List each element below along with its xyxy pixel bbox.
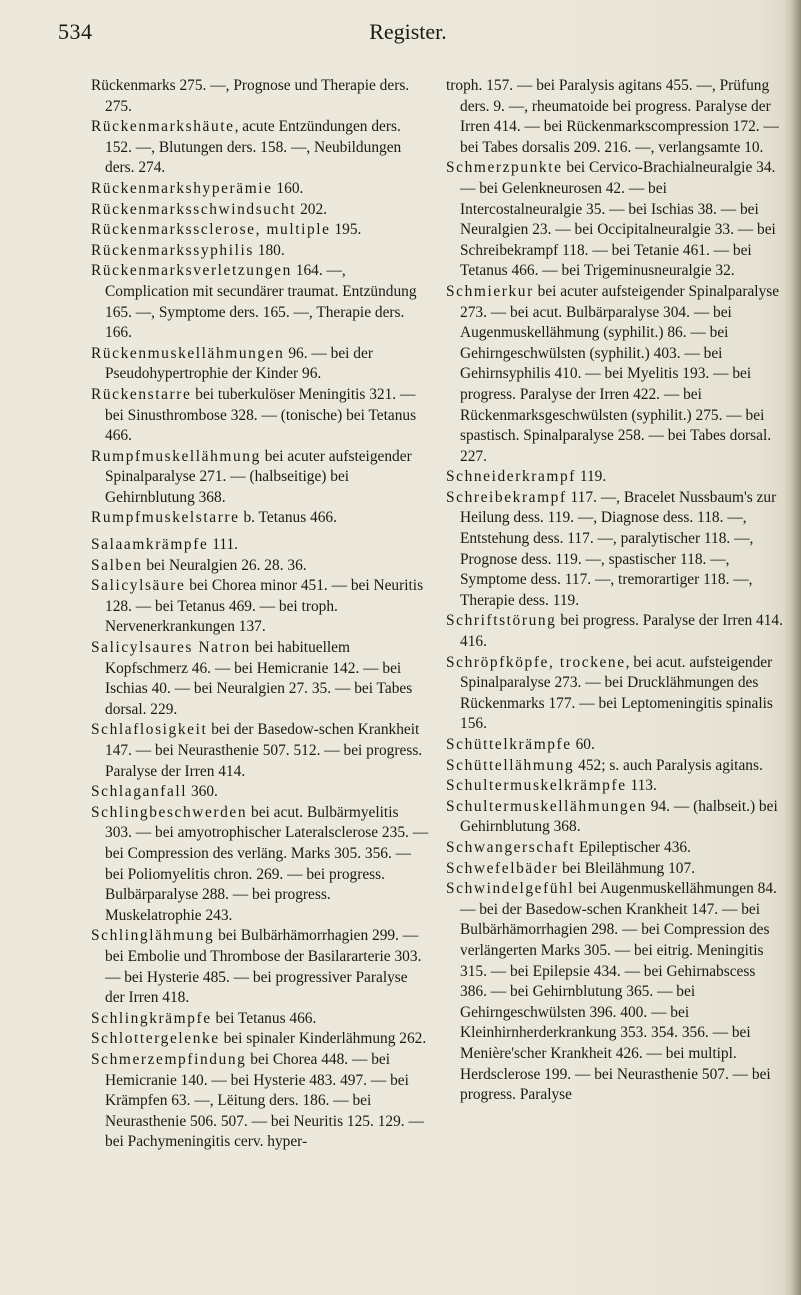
index-references: troph. 157. — bei Paralysis agitans 455. —, Prüfung ders. 9. —, rheumatoide bei progress. Paralyse der Irren 414. — bei Rückenmarkscompression 172. — bei Tabes dorsalis 209. 216. —, verlangsamte 10. [446,77,779,156]
index-references: bei Tetanus 466. [211,1009,317,1027]
index-keyword: Schwefelbäder [446,859,559,877]
index-entry [91,447,429,509]
index-references: 113. [626,777,657,795]
index-entry [91,344,429,385]
index-references: 94. — (halbseit.) bei Gehirnblutung 368. [460,797,778,836]
index-entry [91,508,429,529]
index-column-left [91,76,429,1153]
index-entry [91,926,429,1008]
index-keyword: Schlottergelenke [91,1030,220,1048]
index-entry [91,117,429,179]
index-references: 111. [208,536,239,554]
index-keyword: Rückenmarkssyphilis [91,241,254,259]
index-references: , acute Entzündungen ders. 152. —, Blutungen ders. 158. —, Neubildungen ders. 274. [105,118,402,177]
index-references: bei der Basedow-schen Krankheit 147. — bei Neurasthenie 507. 512. — bei progress. Paralyse der Irren 414. [105,721,423,780]
index-references: bei Cervico-Brachialneuralgie 34. — bei Gelenkneurosen 42. — bei Intercostalneuralgie 35. — bei Ischias 38. — bei Neuralgien 23. — bei Occipitalneuralgie 33. — bei Schreibekrampf 118. — bei Tetanie 461. — bei Tetanus 466. — bei Trigeminusneuralgie 32. [460,159,776,280]
index-keyword: Schlingkrämpfe [91,1009,212,1027]
index-keyword: Salaamkrämpfe [91,536,209,554]
page-header [58,18,758,46]
index-references: 117. —, Bracelet Nussbaum's zur Heilung dess. 119. —, Diagnose dess. 118. —, Entstehung dess. 117. —, paralytischer 118. —, Prognose dess. 119. —, spastischer 118. —, Symptome dess. 117. —, tremorartiger 118. —, Therapie dess. 119. [460,488,777,609]
index-entry [446,797,784,838]
index-keyword: Schultermuskelkrämpfe [446,777,627,795]
index-entry [91,385,429,447]
index-keyword: Schüttelkrämpfe [446,736,572,753]
index-keyword: Schröpfköpfe, trockene [446,653,626,671]
index-keyword: Schmerzpunkte [446,159,563,177]
index-references: 164. —, Complication mit secundärer traumat. Entzündung 165. —, Symptome ders. 165. —, Therapie ders. 166. [105,262,417,342]
index-references: b. Tetanus 466. [239,509,337,527]
index-references: bei Chorea 448. — bei Hemicranie 140. — bei Hysterie 483. 497. — bei Krämpfen 63. —, Lëitung ders. 186. — bei Neurasthenie 506. 507. — bei Neuritis 125. 129. — bei Pachymeningitis cerv. hyper- [105,1050,424,1151]
index-entry [446,488,784,612]
index-keyword: Rumpfmuskellähmung [91,447,261,465]
index-keyword: Rückenmarkshäute [91,118,235,136]
index-keyword: Rückenstarre [91,385,192,403]
index-references: 195. [330,221,362,239]
index-keyword: Salicylsäure [91,577,186,595]
index-column-right [446,76,784,1106]
index-entry [91,1029,429,1050]
index-entry [91,720,429,782]
index-keyword: Schultermuskellähmungen [446,797,647,815]
running-title: Register. [369,19,447,44]
index-references: , bei acut. aufsteigender Spinalparalyse 273. — bei Drucklähmungen des Rückenmarks 177. — bei Leptomeningitis spinalis 156. [460,653,773,733]
index-keyword: Schriftstörung [446,612,557,630]
index-keyword: Rückenmarkshyperämie [91,179,273,197]
index-entry [91,200,429,221]
index-entry [446,467,784,488]
index-references: 202. [296,200,327,218]
index-entry [91,556,429,577]
index-keyword: Salben [91,556,143,574]
index-entry [91,1009,429,1030]
index-keyword: Schneiderkrampf [446,468,576,486]
index-references: Rückenmarks 275. —, Prognose und Therapie ders. 275. [91,77,410,115]
index-keyword: Schüttellähmung [446,756,575,774]
index-references: bei Augenmuskellähmungen 84. — bei der Basedow-schen Krankheit 147. — bei Bulbärhämorrhagien 298. — bei Compression des verlängerten Marks 305. — bei eitrig. Meningitis 315. — bei Epilepsie 434. — bei Gehirnabscess 386. — bei Gehirnblutung 365. — bei Gehirngeschwülsten 396. 400. — bei Kleinhirnherderkrankung 353. 354. 356. — bei Menière'scher Krankheit 426. — bei multipl. Herdsclerose 199. — bei Neurasthenie 507. — bei progress. Paralyse [460,880,777,1104]
index-references: 60. [571,736,595,753]
index-keyword: Rückenmuskellähmungen [91,344,285,362]
index-entry [91,576,429,638]
index-references: bei habituellem Kopfschmerz 46. — bei Hemicranie 142. — bei Ischias 40. — bei Neuralgien 27. 35. — bei Tabes dorsal. 229. [105,639,413,718]
index-entry [91,1050,429,1153]
index-keyword: Rumpfmuskelstarre [91,509,240,527]
index-keyword: Schreibekrampf [446,488,567,506]
index-entry [91,803,429,927]
index-references: 360. [187,783,218,801]
index-keyword: Schlaflosigkeit [91,721,208,739]
index-entry [446,735,784,756]
index-entry [91,179,429,200]
index-references: 160. [272,179,304,197]
index-references: bei Bleilähmung 107. [558,859,696,877]
index-entry [446,76,784,158]
index-entry [446,611,784,652]
index-references: 452; s. auch Paralysis agitans. [574,756,763,774]
index-keyword: Schmierkur [446,282,534,300]
index-entry [91,638,429,720]
page-edge-shadow [783,0,801,1295]
index-entry [446,158,784,282]
index-entry [446,653,784,735]
index-entry [91,220,429,241]
index-keyword: Schwangerschaft [446,838,576,856]
index-references: 96. — bei der Pseudohypertrophie der Kinder 96. [105,344,373,383]
index-entry [91,241,429,262]
index-references: bei tuberkulöser Meningitis 321. — bei Sinusthrombose 328. — (tonische) bei Tetanus 466. [105,385,417,445]
index-keyword: Schmerzempfindung [91,1050,247,1068]
index-references: 119. [575,468,607,486]
page-number: 534 [58,19,93,44]
index-references: bei acuter aufsteigender Spinalparalyse 273. — bei acut. Bulbärparalyse 304. — bei Augenmuskellähmung (syphilit.) 86. — bei Gehirngeschwülsten (syphilit.) 403. — bei Gehirnsyphilis 410. — bei Myelitis 193. — bei progress. Paralyse der Irren 422. — bei Rückenmarksgeschwülsten (syphilit.) 275. — bei spastisch. Spinalparalyse 258. — bei Tabes dorsal. 227. [460,282,780,465]
index-keyword: Rückenmarkssclerose, multiple [91,221,331,239]
index-entry [91,535,429,556]
index-entry [91,261,429,343]
index-entry [91,76,429,117]
index-keyword: Schlinglähmung [91,927,215,945]
index-entry [446,838,784,859]
index-entry [446,879,784,1106]
index-references: 180. [253,241,285,259]
index-entry [446,756,784,777]
index-keyword: Salicylsaures Natron [91,639,251,657]
index-references: bei acuter aufsteigender Spinalparalyse 271. — (halbseitige) bei Gehirnblutung 368. [105,447,412,506]
index-keyword: Rückenmarksschwindsucht [91,200,297,218]
index-references: bei Chorea minor 451. — bei Neuritis 128. — bei Tetanus 469. — bei troph. Nervenerkrankungen 137. [105,577,424,636]
index-references: Epileptischer 436. [575,838,691,856]
index-references: bei Neuralgien 26. 28. 36. [142,556,307,574]
index-entry [446,859,784,880]
index-keyword: Rückenmarksverletzungen [91,262,292,280]
index-references: bei spinaler Kinderlähmung 262. [219,1030,427,1048]
index-keyword: Schlingbeschwerden [91,803,248,821]
index-references: bei acut. Bulbärmyelitis 303. — bei amyotrophischer Lateralsclerose 235. — bei Compression des verläng. Marks 305. 356. — bei Poliomyelitis chron. 269. — bei progress. Bulbärparalyse 288. — bei progress. Muskelatrophie 243. [105,803,429,924]
index-references: bei progress. Paralyse der Irren 414. 416. [460,612,783,651]
index-keyword: Schlaganfall [91,783,188,801]
index-entry [446,776,784,797]
index-entry [91,782,429,803]
index-entry [446,282,784,467]
index-keyword: Schwindelgefühl [446,880,575,898]
index-references: bei Bulbärhämorrhagien 299. — bei Embolie und Thrombose der Basilararterie 303. — bei Hysterie 485. — bei progressiver Paralyse der Irren 418. [105,927,422,1007]
